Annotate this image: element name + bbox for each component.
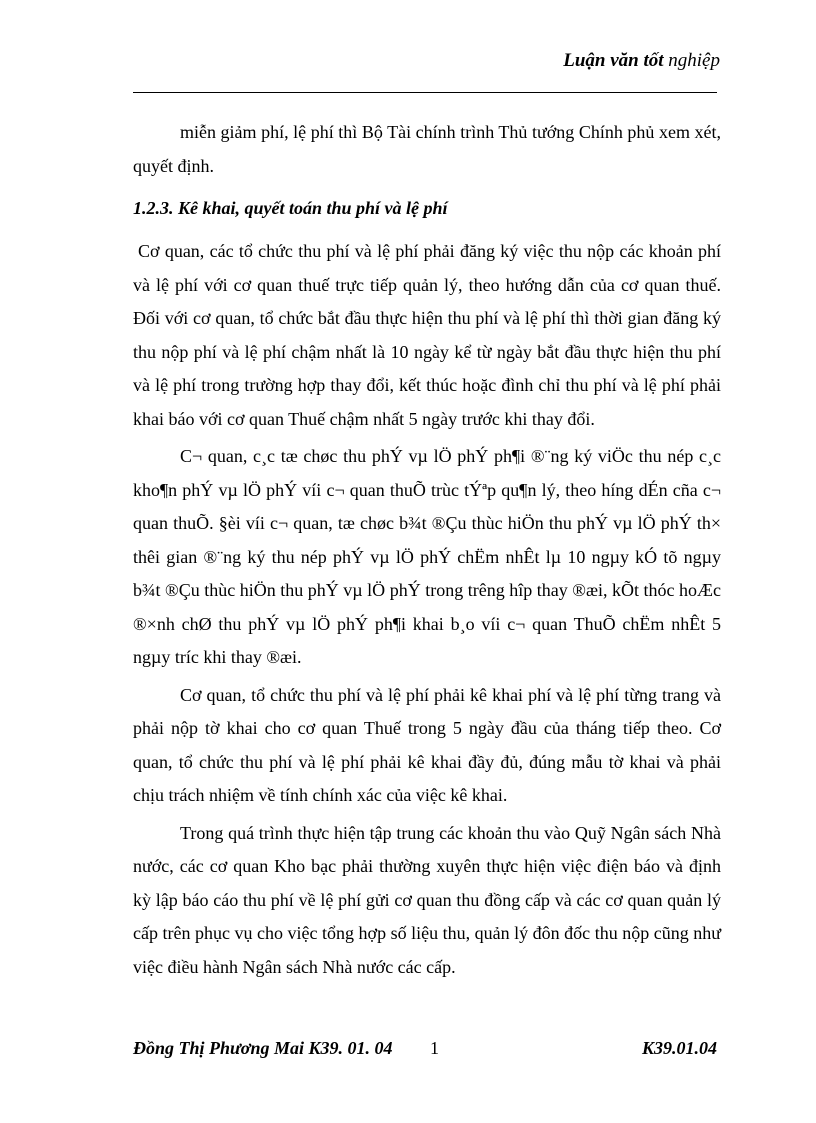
paragraph-1: miễn giảm phí, lệ phí thì Bộ Tài chính trình Thủ tướng Chính phủ xem xét, quyết định. (133, 122, 721, 176)
paragraph-2: Cơ quan, các tổ chức thu phí và lệ phí phải đăng ký việc thu nộp các khoản phí và lệ phí với cơ quan thuế trực tiếp quản lý, theo hướng dẫn của cơ quan thuế. Đối với cơ quan, tổ chức bắt đầu thực hiện thu phí và lệ phí thì thời gian đăng ký thu nộp phí và lệ phí chậm nhất là 10 ngày kể từ ngày bắt đầu thực hiện thu phí và lệ phí trong trường hợp thay đổi, kết thúc hoặc đình chỉ thu phí và lệ phí phải khai báo với cơ quan Thuế chậm nhất 5 ngày trước khi thay đổi. (133, 241, 721, 429)
paragraph-4: Cơ quan, tổ chức thu phí và lệ phí phải kê khai phí và lệ phí từng trang và phải nộp tờ khai cho cơ quan Thuế trong 5 ngày đầu của tháng tiếp theo. Cơ quan, tổ chức thu phí và lệ phí phải kê khai đầy đủ, đúng mẫu tờ khai và phải chịu trách nhiệm về tính chính xác của việc kê khai. (133, 684, 721, 805)
document-body (133, 116, 721, 988)
section-heading: 1.2.3. Kê khai, quyết toán thu phí và lệ phí (133, 198, 448, 218)
header-title-bold: Luận văn tốt (563, 50, 664, 71)
paragraph-3-garbled: C¬ quan, c¸c tæ chøc thu phÝ vµ lÖ phÝ ph¶i ®¨ng ký viÖc thu nép c¸c kho¶n phÝ vµ lÖ phÝ víi c¬ quan thuÕ trùc tÝªp qu¶n lý, theo híng dÉn cña c¬ quan thuÕ. §èi víi c¬ quan, tæ chøc b¾t ®Çu thùc hiÖn thu phÝ vµ lÖ phÝ th× thêi gian ®¨ng ký thu nép phÝ vµ lÖ phÝ chËm nhÊt lµ 10 ngµy kÓ tõ ngµy b¾t ®Çu thùc hiÖn thu phÝ vµ lÖ phÝ trong trêng hîp thay ®æi, kÕt thóc hoÆc ®×nh chØ thu phÝ vµ lÖ phÝ ph¶i khai b¸o víi c¬ quan ThuÕ chËm nhÊt 5 ngµy tríc khi thay ®æi. (133, 446, 721, 667)
footer-author: Đồng Thị Phương Mai K39. 01. 04 (133, 1038, 393, 1058)
header-divider (133, 92, 717, 93)
paragraph-5: Trong quá trình thực hiện tập trung các khoản thu vào Quỹ Ngân sách Nhà nước, các cơ quan Kho bạc phải thường xuyên thực hiện việc điện báo và định kỳ lập báo cáo thu phí về lệ phí gửi cơ quan thu đồng cấp và các cơ quan quản lý cấp trên phục vụ cho việc tổng hợp số liệu thu, quản lý đôn đốc thu nộp cũng như việc điều hành Ngân sách Nhà nước các cấp. (133, 822, 721, 977)
header-title-rest: nghiệp (663, 50, 720, 71)
header-title (563, 50, 720, 72)
footer-page-number: 1 (430, 1038, 439, 1058)
footer-class-code: K39.01.04 (641, 1038, 717, 1058)
